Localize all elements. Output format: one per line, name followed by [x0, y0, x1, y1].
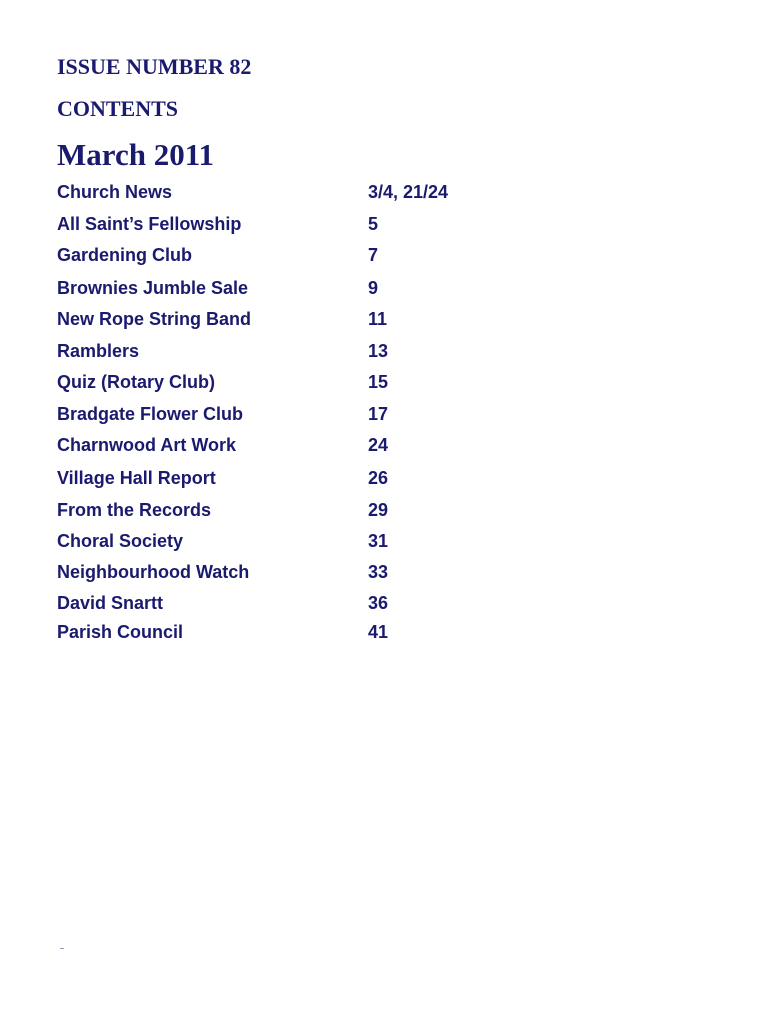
toc-row — [57, 529, 517, 553]
table-of-contents — [57, 0, 517, 1024]
toc-row — [57, 370, 517, 394]
toc-row — [57, 591, 517, 615]
toc-entry-page: 31 — [368, 531, 389, 551]
issue-date: March 2011 — [57, 137, 214, 172]
toc-entry-title: Bradgate Flower Club — [57, 404, 244, 424]
toc-entry-title: New Rope String Band — [57, 309, 252, 329]
toc-entry-title: Church News — [57, 182, 173, 202]
toc-entry-page: 33 — [368, 562, 389, 582]
toc-entry-page: 15 — [368, 372, 389, 392]
toc-entry-page: 26 — [368, 468, 389, 488]
toc-entry-title: Gardening Club — [57, 245, 192, 265]
toc-entry-page: 13 — [368, 341, 389, 361]
toc-entry-title: Parish Council — [57, 622, 184, 642]
toc-entry-page: 9 — [368, 278, 379, 298]
toc-entry-page: 11 — [368, 309, 388, 329]
toc-entry-title: All Saint’s Fellowship — [57, 214, 242, 234]
toc-entry-title: From the Records — [57, 500, 212, 520]
toc-entry-title: David Snartt — [57, 593, 164, 613]
toc-row — [57, 620, 517, 644]
toc-row — [57, 276, 517, 300]
issue-number: ISSUE NUMBER 82 — [57, 54, 252, 79]
toc-row — [57, 180, 517, 204]
toc-row — [57, 307, 517, 331]
toc-entry-title: Choral Society — [57, 531, 184, 551]
toc-row — [57, 498, 517, 522]
toc-entry-page: 5 — [368, 214, 379, 234]
toc-entry-page: 3/4, 21/24 — [368, 182, 449, 202]
stray-mark — [60, 948, 64, 949]
toc-row — [57, 402, 517, 426]
toc-row — [57, 433, 517, 457]
toc-entry-page: 41 — [368, 622, 389, 642]
toc-entry-title: Quiz (Rotary Club) — [57, 372, 215, 392]
toc-row — [57, 339, 517, 363]
toc-row — [57, 243, 517, 267]
contents-heading: CONTENTS — [57, 96, 179, 121]
toc-entry-page: 29 — [368, 500, 389, 520]
toc-row — [57, 212, 517, 236]
toc-entry-title: Village Hall Report — [57, 468, 216, 488]
toc-entry-title: Charnwood Art Work — [57, 435, 236, 455]
toc-entry-page: 36 — [368, 593, 389, 613]
toc-entry-title: Neighbourhood Watch — [57, 562, 250, 582]
toc-entry-title: Ramblers — [57, 341, 140, 361]
toc-row — [57, 466, 517, 490]
toc-entry-page: 7 — [368, 245, 379, 265]
toc-entry-page: 17 — [368, 404, 389, 424]
toc-entry-page: 24 — [368, 435, 389, 455]
toc-row — [57, 560, 517, 584]
toc-entry-title: Brownies Jumble Sale — [57, 278, 249, 298]
